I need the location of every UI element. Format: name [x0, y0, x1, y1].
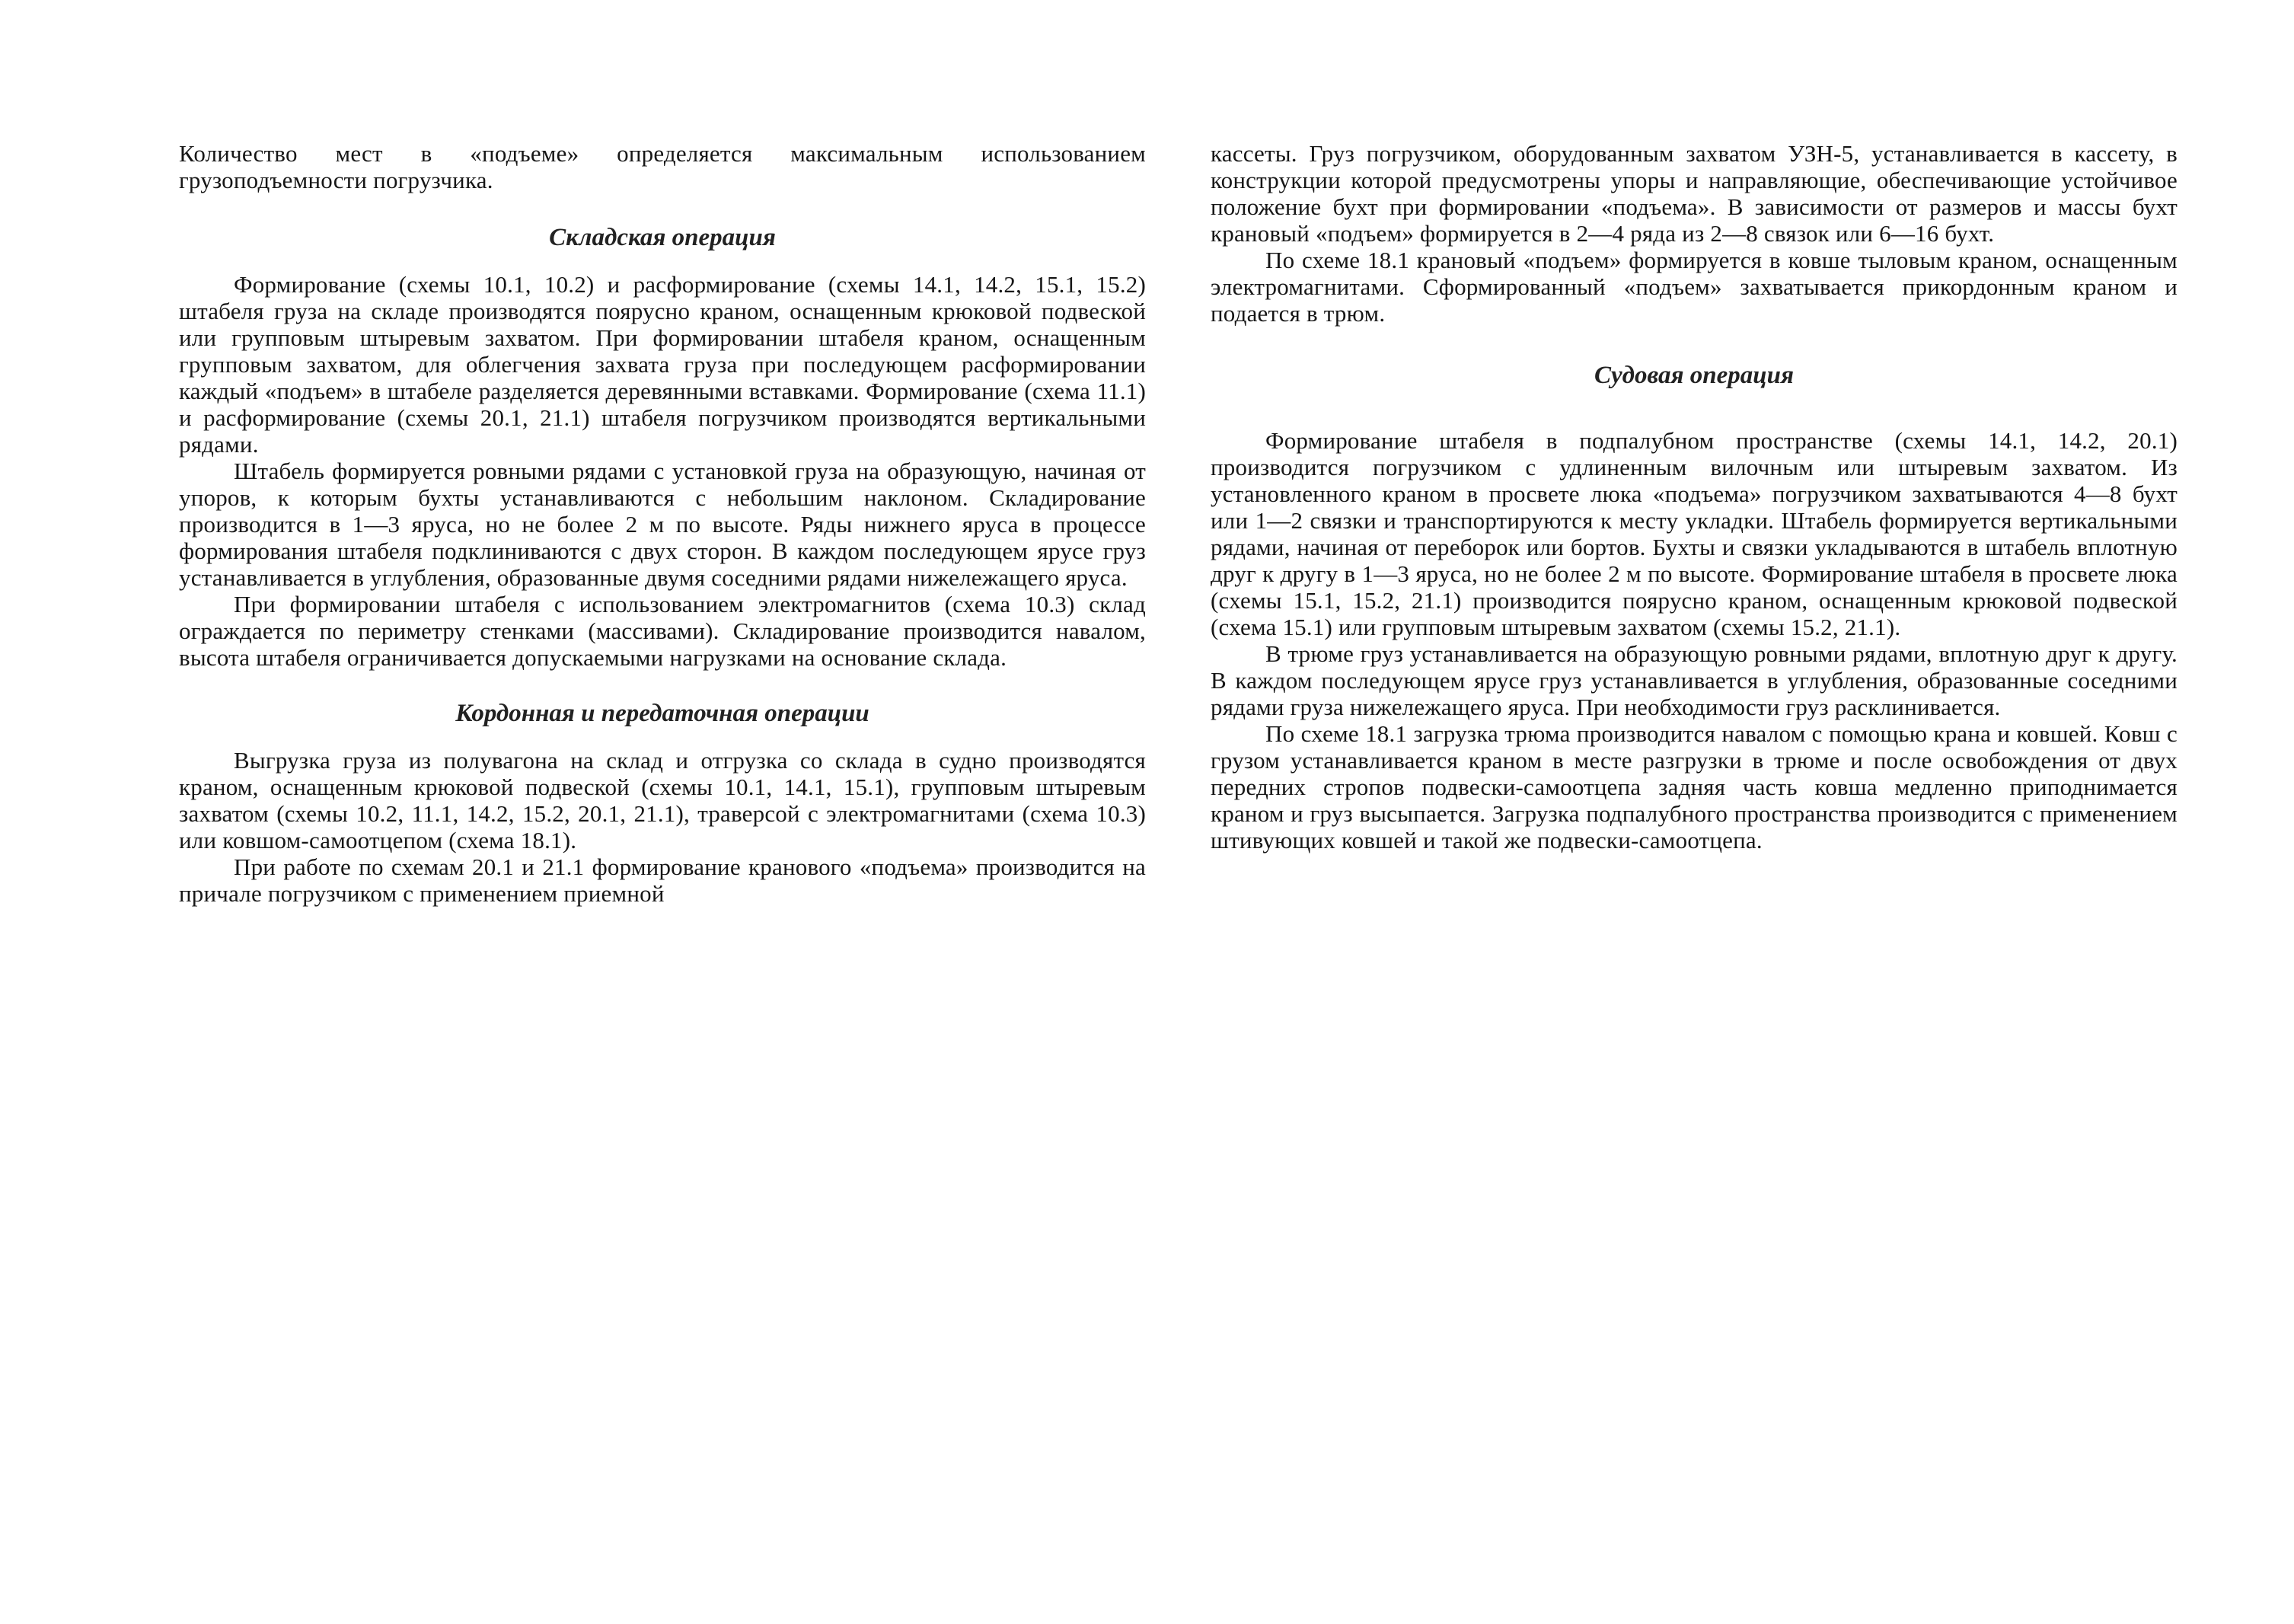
- warehouse-paragraph-2: Штабель формируется ровными рядами с установкой груза на образующую, начиная от упоров, к которым бухты устанавливаются с небольшим наклоном. Складирование производится в 1—3 яруса, но не более 2 м по высоте. Ряды нижнего яруса в процессе формирования штабеля подклиниваются с двух сторон. В каждом последующем ярусе груз устанавливается в углубления, образованные двумя соседними рядами нижележащего яруса.: [179, 458, 1146, 591]
- warehouse-paragraph-3: При формировании штабеля с использованием электромагнитов (схема 10.3) склад ограждается по периметру стенками (массивами). Складирование производится навалом, высота штабеля ограничивается допускаемыми нагрузками на основание склада.: [179, 591, 1146, 671]
- ship-paragraph-2: В трюме груз устанавливается на образующую ровными рядами, вплотную друг к другу. В каждом последующем ярусе груз устанавливается в углубления, образованные соседними рядами груза нижележащего яруса. При необходимости груз расклинивается.: [1211, 640, 2178, 720]
- continued-paragraph-1: кассеты. Груз погрузчиком, оборудованным захватом УЗН-5, устанавливается в кассету, в конструкции которой предусмотрены упоры и направляющие, обеспечивающие устойчивое положение бухт при формировании «подъема». В зависимости от размеров и массы бухт крановый «подъем» формируется в 2—4 ряда из 2—8 связок или 6—16 бухт.: [1211, 140, 2178, 247]
- ship-operation-heading: Судовая операция: [1594, 362, 1794, 389]
- left-page: [179, 140, 1146, 1624]
- cordon-paragraph-1: Выгрузка груза из полувагона на склад и отгрузка со склада в судно производятся краном, оснащенным крюковой подвеской (схемы 10.1, 14.1, 15.1), групповым штыревым захватом (схемы 10.2, 11.1, 14.2, 15.2, 20.1, 21.1), траверсой с электромагнитами (схема 10.3) или ковшом-самоотцепом (схема 18.1).: [179, 747, 1146, 853]
- right-page: [1211, 140, 2178, 1624]
- cordon-paragraph-2: При работе по схемам 20.1 и 21.1 формирование кранового «подъема» производится на причале погрузчиком с применением приемной: [179, 853, 1146, 907]
- ship-paragraph-3: По схеме 18.1 загрузка трюма производится навалом с помощью крана и ковшей. Ковш с грузом устанавливается краном в месте разгрузки в трюме и после освобождения от двух передних стропов подвески-самоотцепа задняя часть ковша медленно приподнимается краном и груз высыпается. Загрузка подпалубного пространства производится с применением штивующих ковшей и такой же подвески-самоотцепа.: [1211, 720, 2178, 853]
- cordon-operation-heading: Кордонная и передаточная операции: [455, 700, 869, 727]
- warehouse-operation-heading: Складская операция: [549, 224, 776, 251]
- intro-paragraph: Количество мест в «подъеме» определяется максимальным использованием грузоподъемности погрузчика.: [179, 140, 1146, 193]
- warehouse-paragraph-1: Формирование (схемы 10.1, 10.2) и расформирование (схемы 14.1, 14.2, 15.1, 15.2) штабеля груза на складе производятся поярусно краном, оснащенным крюковой подвеской или групповым штыревым захватом. При формировании штабеля краном, оснащенным групповым захватом, для облегчения захвата груза при последующем расформировании каждый «подъем» в штабеле разделяется деревянными вставками. Формирование (схема 11.1) и расформирование (схемы 20.1, 21.1) штабеля погрузчиком производятся вертикальными рядами.: [179, 271, 1146, 458]
- ship-paragraph-1: Формирование штабеля в подпалубном пространстве (схемы 14.1, 14.2, 20.1) производится погрузчиком с удлиненным вилочным или штыревым захватом. Из установленного краном в просвете люка «подъема» погрузчиком захватываются 4—8 бухт или 1—2 связки и транспортируются к месту укладки. Штабель формируется вертикальными рядами, начиная от переборок или бортов. Бухты и связки укладываются в штабель вплотную друг к другу в 1—3 яруса, но не более 2 м по высоте. Формирование штабеля в просвете люка (схемы 15.1, 15.2, 21.1) производится поярусно краном, оснащенным крюковой подвеской (схема 15.1) или групповым штыревым захватом (схемы 15.2, 21.1).: [1211, 427, 2178, 640]
- continued-paragraph-2: По схеме 18.1 крановый «подъем» формируется в ковше тыловым краном, оснащенным электромагнитами. Сформированный «подъем» захватывается прикордонным краном и подается в трюм.: [1211, 247, 2178, 327]
